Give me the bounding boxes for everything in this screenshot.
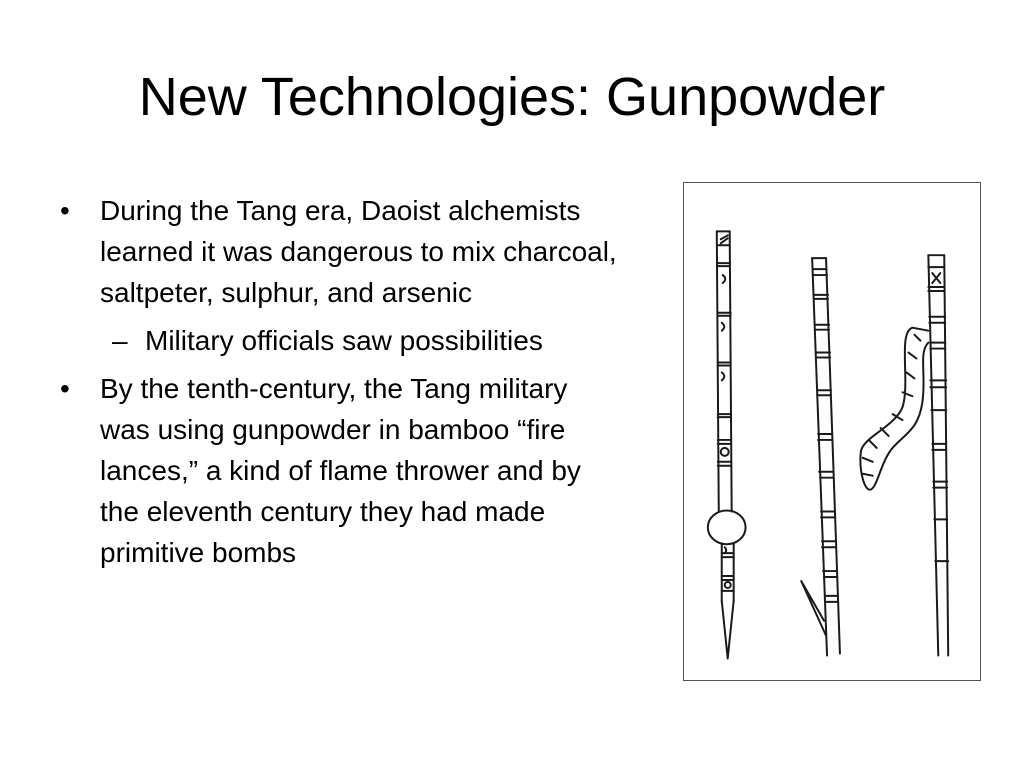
lance-with-bulb xyxy=(708,231,746,658)
bullet-list xyxy=(60,190,620,580)
lance-with-hook xyxy=(801,258,840,655)
slide-title: New Technologies: Gunpowder xyxy=(138,67,886,127)
sub-bullet-mark: – xyxy=(112,325,128,356)
bullet-mark: • xyxy=(60,373,70,404)
fire-lance-drawing xyxy=(684,183,980,680)
bullet-item xyxy=(60,368,620,573)
fire-lance-illustration xyxy=(683,182,981,681)
bullet-mark: • xyxy=(60,195,70,226)
bullet-item xyxy=(60,190,620,313)
sub-bullet-item xyxy=(100,320,620,361)
bullet-text: By the tenth-century, the Tang military was using gunpowder in bamboo “fire lances,” a kind of flame thrower and by the eleventh century they had made primitive bombs xyxy=(100,373,581,568)
sub-bullet-text: Military officials saw possibilities xyxy=(145,325,543,356)
bullet-text: During the Tang era, Daoist alchemists learned it was dangerous to mix charcoal, saltpeter, sulphur, and arsenic xyxy=(100,195,617,308)
lance-with-fuse xyxy=(860,255,948,655)
